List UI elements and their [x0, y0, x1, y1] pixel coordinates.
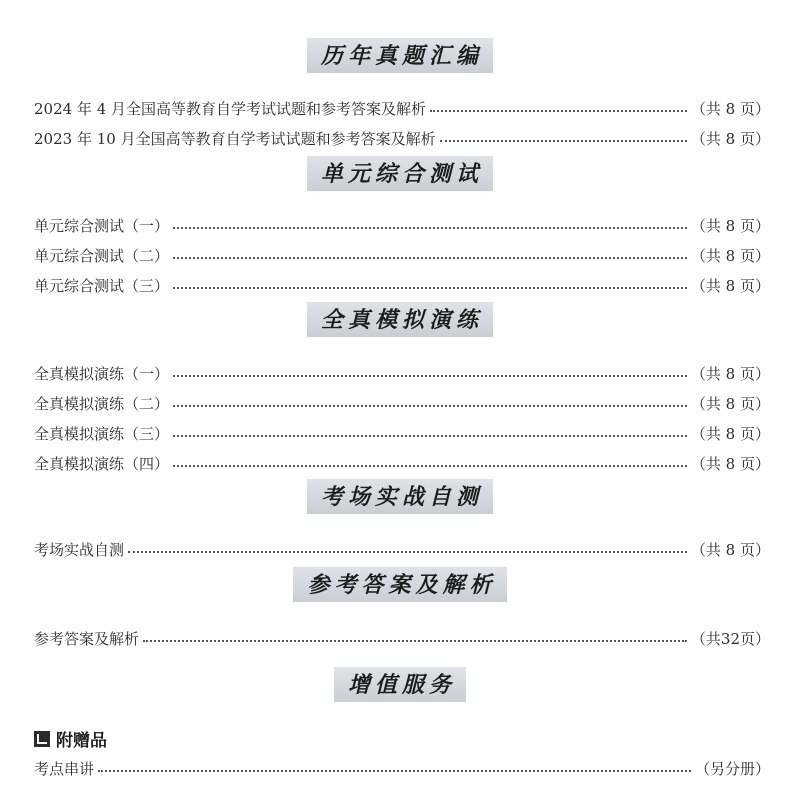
toc-entry[interactable] — [34, 97, 770, 119]
leader-dots — [143, 640, 687, 642]
toc-entry-pages: （共 8 页） — [690, 394, 770, 413]
toc-entry-pages: （共32页） — [690, 629, 770, 648]
toc-entry-label: 单元综合测试（三） — [34, 276, 170, 295]
section-title-past-exams: 历年真题汇编 — [0, 38, 800, 73]
toc-entry[interactable] — [34, 244, 770, 266]
toc-entry-label: 单元综合测试（二） — [34, 246, 170, 265]
leader-dots — [128, 551, 687, 553]
toc-entry-label: 全真模拟演练（三） — [34, 424, 170, 443]
toc-entry[interactable] — [34, 274, 770, 296]
leader-dots — [173, 375, 687, 377]
toc-entry[interactable] — [34, 538, 770, 560]
toc-entry-label: 考场实战自测 — [34, 540, 125, 559]
toc-entry[interactable] — [34, 627, 770, 649]
section-title-answers: 参考答案及解析 — [0, 567, 800, 602]
toc-entry[interactable] — [34, 392, 770, 414]
section-title-mock-exams: 全真模拟演练 — [0, 302, 800, 337]
toc-entry-label: 2023 年 10 月全国高等教育自学考试试题和参考答案及解析 — [34, 129, 436, 148]
gift-heading-label: 附赠品 — [56, 731, 107, 751]
leader-dots — [173, 405, 687, 407]
leader-dots — [173, 257, 687, 259]
corner-arrow-icon — [34, 731, 50, 747]
toc-entry-pages: （共 8 页） — [690, 246, 770, 265]
toc-entry-pages: （共 8 页） — [690, 424, 770, 443]
toc-entry-label: 全真模拟演练（一） — [34, 364, 170, 383]
section-title-exam-practice: 考场实战自测 — [0, 479, 800, 514]
gift-heading — [34, 726, 107, 751]
toc-entry-label: 单元综合测试（一） — [34, 216, 170, 235]
toc-entry-label: 2024 年 4 月全国高等教育自学考试试题和参考答案及解析 — [34, 99, 427, 118]
toc-entry-label: 参考答案及解析 — [34, 629, 140, 648]
toc-entry[interactable] — [34, 127, 770, 149]
leader-dots — [430, 110, 687, 112]
leader-dots — [98, 770, 691, 772]
toc-entry-label: 全真模拟演练（四） — [34, 454, 170, 473]
toc-entry[interactable] — [34, 757, 770, 779]
toc-entry[interactable] — [34, 422, 770, 444]
toc-entry-pages: （共 8 页） — [690, 364, 770, 383]
toc-entry-label: 全真模拟演练（二） — [34, 394, 170, 413]
leader-dots — [173, 435, 687, 437]
leader-dots — [173, 287, 687, 289]
toc-entry[interactable] — [34, 362, 770, 384]
toc-entry-pages: （共 8 页） — [690, 454, 770, 473]
section-title-unit-tests: 单元综合测试 — [0, 156, 800, 191]
toc-entry-pages: （共 8 页） — [690, 129, 770, 148]
leader-dots — [440, 140, 687, 142]
leader-dots — [173, 465, 687, 467]
toc-entry-pages: （共 8 页） — [690, 276, 770, 295]
toc-entry[interactable] — [34, 214, 770, 236]
toc-entry-label: 考点串讲 — [34, 759, 95, 778]
toc-entry[interactable] — [34, 452, 770, 474]
toc-entry-pages: （共 8 页） — [690, 540, 770, 559]
section-title-value-added: 增值服务 — [0, 667, 800, 702]
toc-entry-pages: （共 8 页） — [690, 99, 770, 118]
toc-entry-pages: （共 8 页） — [690, 216, 770, 235]
leader-dots — [173, 227, 687, 229]
toc-entry-pages: （另分册） — [694, 759, 770, 778]
